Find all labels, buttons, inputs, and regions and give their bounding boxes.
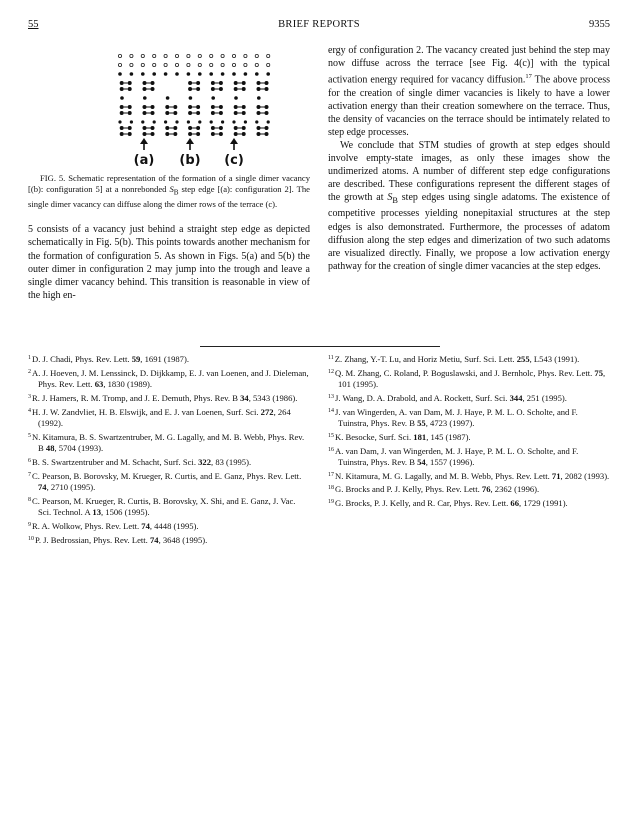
- reference-7: $^7$C. Pearson, B. Borovsky, M. Krueger, R. Curtis, and E. Ganz, Phys. Rev. Lett. 74, 2710 (1995).: [28, 470, 302, 492]
- dimer-atom: [188, 132, 192, 136]
- reference-5: $^5$N. Kitamura, B. S. Swartzentruber, M. G. Lagally, and M. B. Webb, Phys. Rev. B 48, 5704 (1993).: [28, 431, 305, 454]
- reference-17: $^{17}$N. Kitamura, M. G. Lagally, and M. B. Webb, Phys. Rev. Lett. 71, 2082 (1993).: [328, 470, 610, 481]
- right-body-paragraph-2: We conclude that STM studies of growth at step edges should involve empty-state images, as only these images show the undimerized atoms. A number of different step edge configurations are described. These configurations represent the different stages of the growth at $S_B$ step edges using single adatoms. The existence of competitive processes yielding nonepitaxial structures at the step edges is also demonstrated. Furthermore, the processes of adatom diffusion along the step edges and dimerization of two such adatoms are visualized directly. Finally, we propose a low activation energy pathway for the creation of single dimer vacancies at the step edges.: [328, 139, 610, 272]
- dimer-atom: [188, 87, 192, 91]
- dimer-atom: [234, 81, 238, 85]
- open-atom: [141, 54, 144, 57]
- open-atom: [153, 63, 156, 66]
- dimer-atom: [128, 81, 132, 85]
- dimer-atom: [219, 105, 223, 109]
- open-atom: [118, 63, 121, 66]
- reference-13: $^{13}$J. Wang, D. A. Drabold, and A. Rockett, Surf. Sci. 344, 251 (1995).: [328, 392, 567, 403]
- filled-atom: [141, 72, 145, 76]
- dimer-atom: [188, 126, 192, 130]
- filled-atom: [175, 72, 179, 76]
- reference-18: $^{18}$G. Brocks and P. J. Kelly, Phys. Rev. Lett. 76, 2362 (1996).: [328, 484, 540, 495]
- dimer-atom: [173, 132, 177, 136]
- dimer-atom: [165, 111, 169, 115]
- dimer-atom: [257, 111, 261, 115]
- filled-atom: [118, 120, 121, 123]
- dimer-atom: [196, 126, 200, 130]
- dimer-atom: [196, 111, 200, 115]
- reference-6: $^6$B. S. Swartzentruber and M. Schacht, Surf. Sci. 322, 83 (1995).: [28, 456, 252, 467]
- dimer-atom: [128, 111, 132, 115]
- reference-11: $^{11}$Z. Zhang, Y.-T. Lu, and Horiz Metiu, Surf. Sci. Lett. 255, L543 (1991).: [328, 354, 580, 364]
- filled-atom: [232, 72, 236, 76]
- dimer-atom: [257, 87, 261, 91]
- dimer-atom: [173, 111, 177, 115]
- open-atom: [153, 54, 156, 57]
- filled-atom: [266, 72, 270, 76]
- journal-section-title: BRIEF REPORTS: [278, 19, 360, 30]
- dimer-atom: [151, 111, 155, 115]
- dimer-atom: [151, 87, 155, 91]
- left-body-paragraph: 5 consists of a vacancy just behind a straight step edge as depicted schematically in Fig. 5(b). This points towards another mechanism for the formation of configuration 5. As shown in Figs. 5(a) and 5(b) the outer dimer in configuration 2 may jump into the trough and leave a single dimer vacancy behind. This transition is reasonable in view of the high en-: [28, 224, 310, 301]
- filled-atom: [143, 96, 147, 100]
- filled-atom: [211, 96, 215, 100]
- dimer-atom: [219, 126, 223, 130]
- filled-atom: [189, 96, 193, 100]
- dimer-atom: [242, 105, 246, 109]
- reference-3: $^3$R. J. Hamers, R. M. Tromp, and J. E. Demuth, Phys. Rev. B 34, 5343 (1986).: [28, 392, 298, 403]
- filled-atom: [130, 72, 134, 76]
- open-atom: [175, 63, 178, 66]
- dimer-schematic-figure: [108, 48, 288, 168]
- filled-atom: [221, 72, 225, 76]
- figure-5: [28, 44, 310, 169]
- dimer-atom: [120, 126, 124, 130]
- reference-8: $^8$C. Pearson, M. Krueger, R. Curtis, B. Borovsky, X. Shi, and E. Ganz, J. Vac. Sci. Technol. A 13, 1506 (1995).: [28, 495, 296, 518]
- dimer-atom: [151, 81, 155, 85]
- arrow-head: [230, 138, 238, 144]
- dimer-atom: [120, 111, 124, 115]
- reference-4: $^4$H. J. W. Zandvliet, H. B. Elswijk, and E. J. van Loenen, Surf. Sci. 272, 264 (1992).: [28, 406, 291, 428]
- dimer-atom: [234, 111, 238, 115]
- dimer-atom: [165, 132, 169, 136]
- open-atom: [244, 54, 247, 57]
- dimer-atom: [196, 105, 200, 109]
- dimer-atom: [143, 126, 147, 130]
- filled-atom: [130, 120, 133, 123]
- dimer-atom: [128, 126, 132, 130]
- dimer-atom: [188, 111, 192, 115]
- open-atom: [232, 54, 235, 57]
- dimer-atom: [196, 132, 200, 136]
- dimer-atom: [173, 126, 177, 130]
- reference-1: $^1$D. J. Chadi, Phys. Rev. Lett. 59, 1691 (1987).: [28, 354, 189, 364]
- dimer-atom: [219, 132, 223, 136]
- filled-atom: [255, 72, 259, 76]
- dimer-atom: [211, 111, 215, 115]
- dimer-atom: [211, 132, 215, 136]
- filled-atom: [244, 72, 248, 76]
- filled-atom: [141, 120, 144, 123]
- filled-atom: [257, 96, 261, 100]
- dimer-atom: [242, 126, 246, 130]
- dimer-atom: [265, 132, 269, 136]
- dimer-atom: [265, 81, 269, 85]
- open-atom: [187, 54, 190, 57]
- dimer-atom: [196, 81, 200, 85]
- dimer-atom: [128, 132, 132, 136]
- references-right: [328, 353, 610, 511]
- dimer-atom: [143, 111, 147, 115]
- open-atom: [255, 63, 258, 66]
- filled-atom: [267, 120, 270, 123]
- dimer-atom: [128, 87, 132, 91]
- open-atom: [221, 63, 224, 66]
- open-atom: [221, 54, 224, 57]
- references-left: [28, 353, 310, 547]
- open-atom: [130, 54, 133, 57]
- filled-atom: [164, 120, 167, 123]
- filled-atom: [187, 120, 190, 123]
- open-atom: [187, 63, 190, 66]
- reference-12: $^{12}$Q. M. Zhang, C. Roland, P. Boguslawski, and J. Bernholc, Phys. Rev. Lett. 75, 101 (1995).: [328, 367, 606, 390]
- filled-atom: [166, 96, 170, 100]
- reference-10: $^{10}$P. J. Bedrossian, Phys. Rev. Lett. 74, 3648 (1995).: [28, 534, 208, 545]
- dimer-atom: [257, 81, 261, 85]
- dimer-atom: [188, 105, 192, 109]
- dimer-atom: [265, 105, 269, 109]
- dimer-atom: [196, 87, 200, 91]
- figure-caption: FIG. 5. Schematic representation of the formation of a single dimer vacancy [(b): configuration 5] at a nonrebonded $S_B$ step edge [(a): configuration 2]. The single dimer vacancy can diffuse along the dimer rows of the terrace (c).: [28, 173, 310, 210]
- dimer-atom: [234, 105, 238, 109]
- filled-atom: [120, 96, 124, 100]
- dimer-atom: [151, 132, 155, 136]
- dimer-atom: [143, 81, 147, 85]
- dimer-atom: [165, 126, 169, 130]
- dimer-atom: [257, 105, 261, 109]
- arrow-head: [140, 138, 148, 144]
- open-atom: [267, 63, 270, 66]
- dimer-atom: [143, 87, 147, 91]
- filled-atom: [232, 120, 235, 123]
- dimer-atom: [211, 126, 215, 130]
- open-atom: [210, 54, 213, 57]
- dimer-atom: [151, 126, 155, 130]
- dimer-atom: [120, 87, 124, 91]
- dimer-atom: [265, 126, 269, 130]
- filled-atom: [187, 72, 191, 76]
- left-column: [28, 44, 310, 302]
- references-divider: [200, 346, 440, 347]
- open-atom: [130, 63, 133, 66]
- dimer-atom: [151, 105, 155, 109]
- dimer-atom: [211, 87, 215, 91]
- dimer-atom: [165, 105, 169, 109]
- open-atom: [198, 63, 201, 66]
- page-number: 9355: [589, 19, 610, 30]
- filled-atom: [209, 72, 213, 76]
- reference-19: $^{19}$G. Brocks, P. J. Kelly, and R. Car, Phys. Rev. Lett. 66, 1729 (1991).: [328, 498, 568, 509]
- dimer-atom: [143, 132, 147, 136]
- dimer-atom: [188, 81, 192, 85]
- filled-atom: [244, 120, 247, 123]
- filled-atom: [164, 72, 168, 76]
- dimer-atom: [211, 105, 215, 109]
- arrow-head: [186, 138, 194, 144]
- figure-label: (b): [179, 153, 201, 168]
- dimer-atom: [242, 87, 246, 91]
- dimer-atom: [219, 111, 223, 115]
- open-atom: [175, 54, 178, 57]
- dimer-atom: [120, 105, 124, 109]
- open-atom: [232, 63, 235, 66]
- filled-atom: [198, 120, 201, 123]
- reference-14: $^{14}$J. van Wingerden, A. van Dam, M. J. Haye, P. M. L. O. Scholte, and F. Tuinstra, Phys. Rev. B 55, 4723 (1997).: [328, 406, 578, 428]
- reference-16: $^{16}$A. van Dam, J. van Wingerden, M. J. Haye, P. M. L. O. Scholte, and F. Tuinstra, Phys. Rev. B 54, 1557 (1996).: [328, 445, 579, 467]
- right-body-paragraph-1: ergy of configuration 2. The vacancy created just behind the step may now diffuse across the terrace [see Fig. 4(c)] with the typical activation energy required for vacancy diffusion.$^{17}$ The above process for the creation of single dimer vacancies is likely to have a lower activation energy than their creation somewhere on the terrace. Thus, the density of vacancies on the terrace should be intimately related to step edge processes.: [328, 45, 610, 138]
- open-atom: [198, 54, 201, 57]
- dimer-atom: [219, 81, 223, 85]
- running-header: [28, 19, 610, 33]
- reference-9: $^9$R. A. Wolkow, Phys. Rev. Lett. 74, 4448 (1995).: [28, 520, 199, 531]
- dimer-atom: [219, 87, 223, 91]
- filled-atom: [153, 120, 156, 123]
- reference-15: $^{15}$K. Besocke, Surf. Sci. 181, 145 (1987).: [328, 431, 471, 442]
- dimer-atom: [234, 132, 238, 136]
- open-atom: [255, 54, 258, 57]
- filled-atom: [198, 72, 202, 76]
- dimer-atom: [234, 87, 238, 91]
- open-atom: [267, 54, 270, 57]
- filled-atom: [175, 120, 178, 123]
- dimer-atom: [242, 81, 246, 85]
- dimer-atom: [234, 126, 238, 130]
- dimer-atom: [242, 111, 246, 115]
- right-column: [328, 44, 610, 273]
- dimer-atom: [265, 111, 269, 115]
- filled-atom: [221, 120, 224, 123]
- open-atom: [210, 63, 213, 66]
- dimer-atom: [120, 132, 124, 136]
- open-atom: [118, 54, 121, 57]
- open-atom: [141, 63, 144, 66]
- filled-atom: [234, 96, 238, 100]
- dimer-atom: [265, 87, 269, 91]
- filled-atom: [152, 72, 156, 76]
- figure-label: (a): [133, 153, 155, 168]
- dimer-atom: [257, 126, 261, 130]
- filled-atom: [118, 72, 122, 76]
- dimer-atom: [128, 105, 132, 109]
- dimer-atom: [242, 132, 246, 136]
- volume-label: 55: [28, 19, 39, 30]
- figure-label: (c): [224, 153, 244, 168]
- reference-2: $^2$A. J. Hoeven, J. M. Lenssinck, D. Dijkkamp, E. J. van Loenen, and J. Dieleman, Phys. Rev. Lett. 63, 1830 (1989).: [28, 367, 309, 390]
- filled-atom: [255, 120, 258, 123]
- dimer-atom: [143, 105, 147, 109]
- open-atom: [164, 54, 167, 57]
- dimer-atom: [120, 81, 124, 85]
- open-atom: [244, 63, 247, 66]
- dimer-atom: [211, 81, 215, 85]
- dimer-atom: [257, 132, 261, 136]
- dimer-atom: [173, 105, 177, 109]
- open-atom: [164, 63, 167, 66]
- filled-atom: [210, 120, 213, 123]
